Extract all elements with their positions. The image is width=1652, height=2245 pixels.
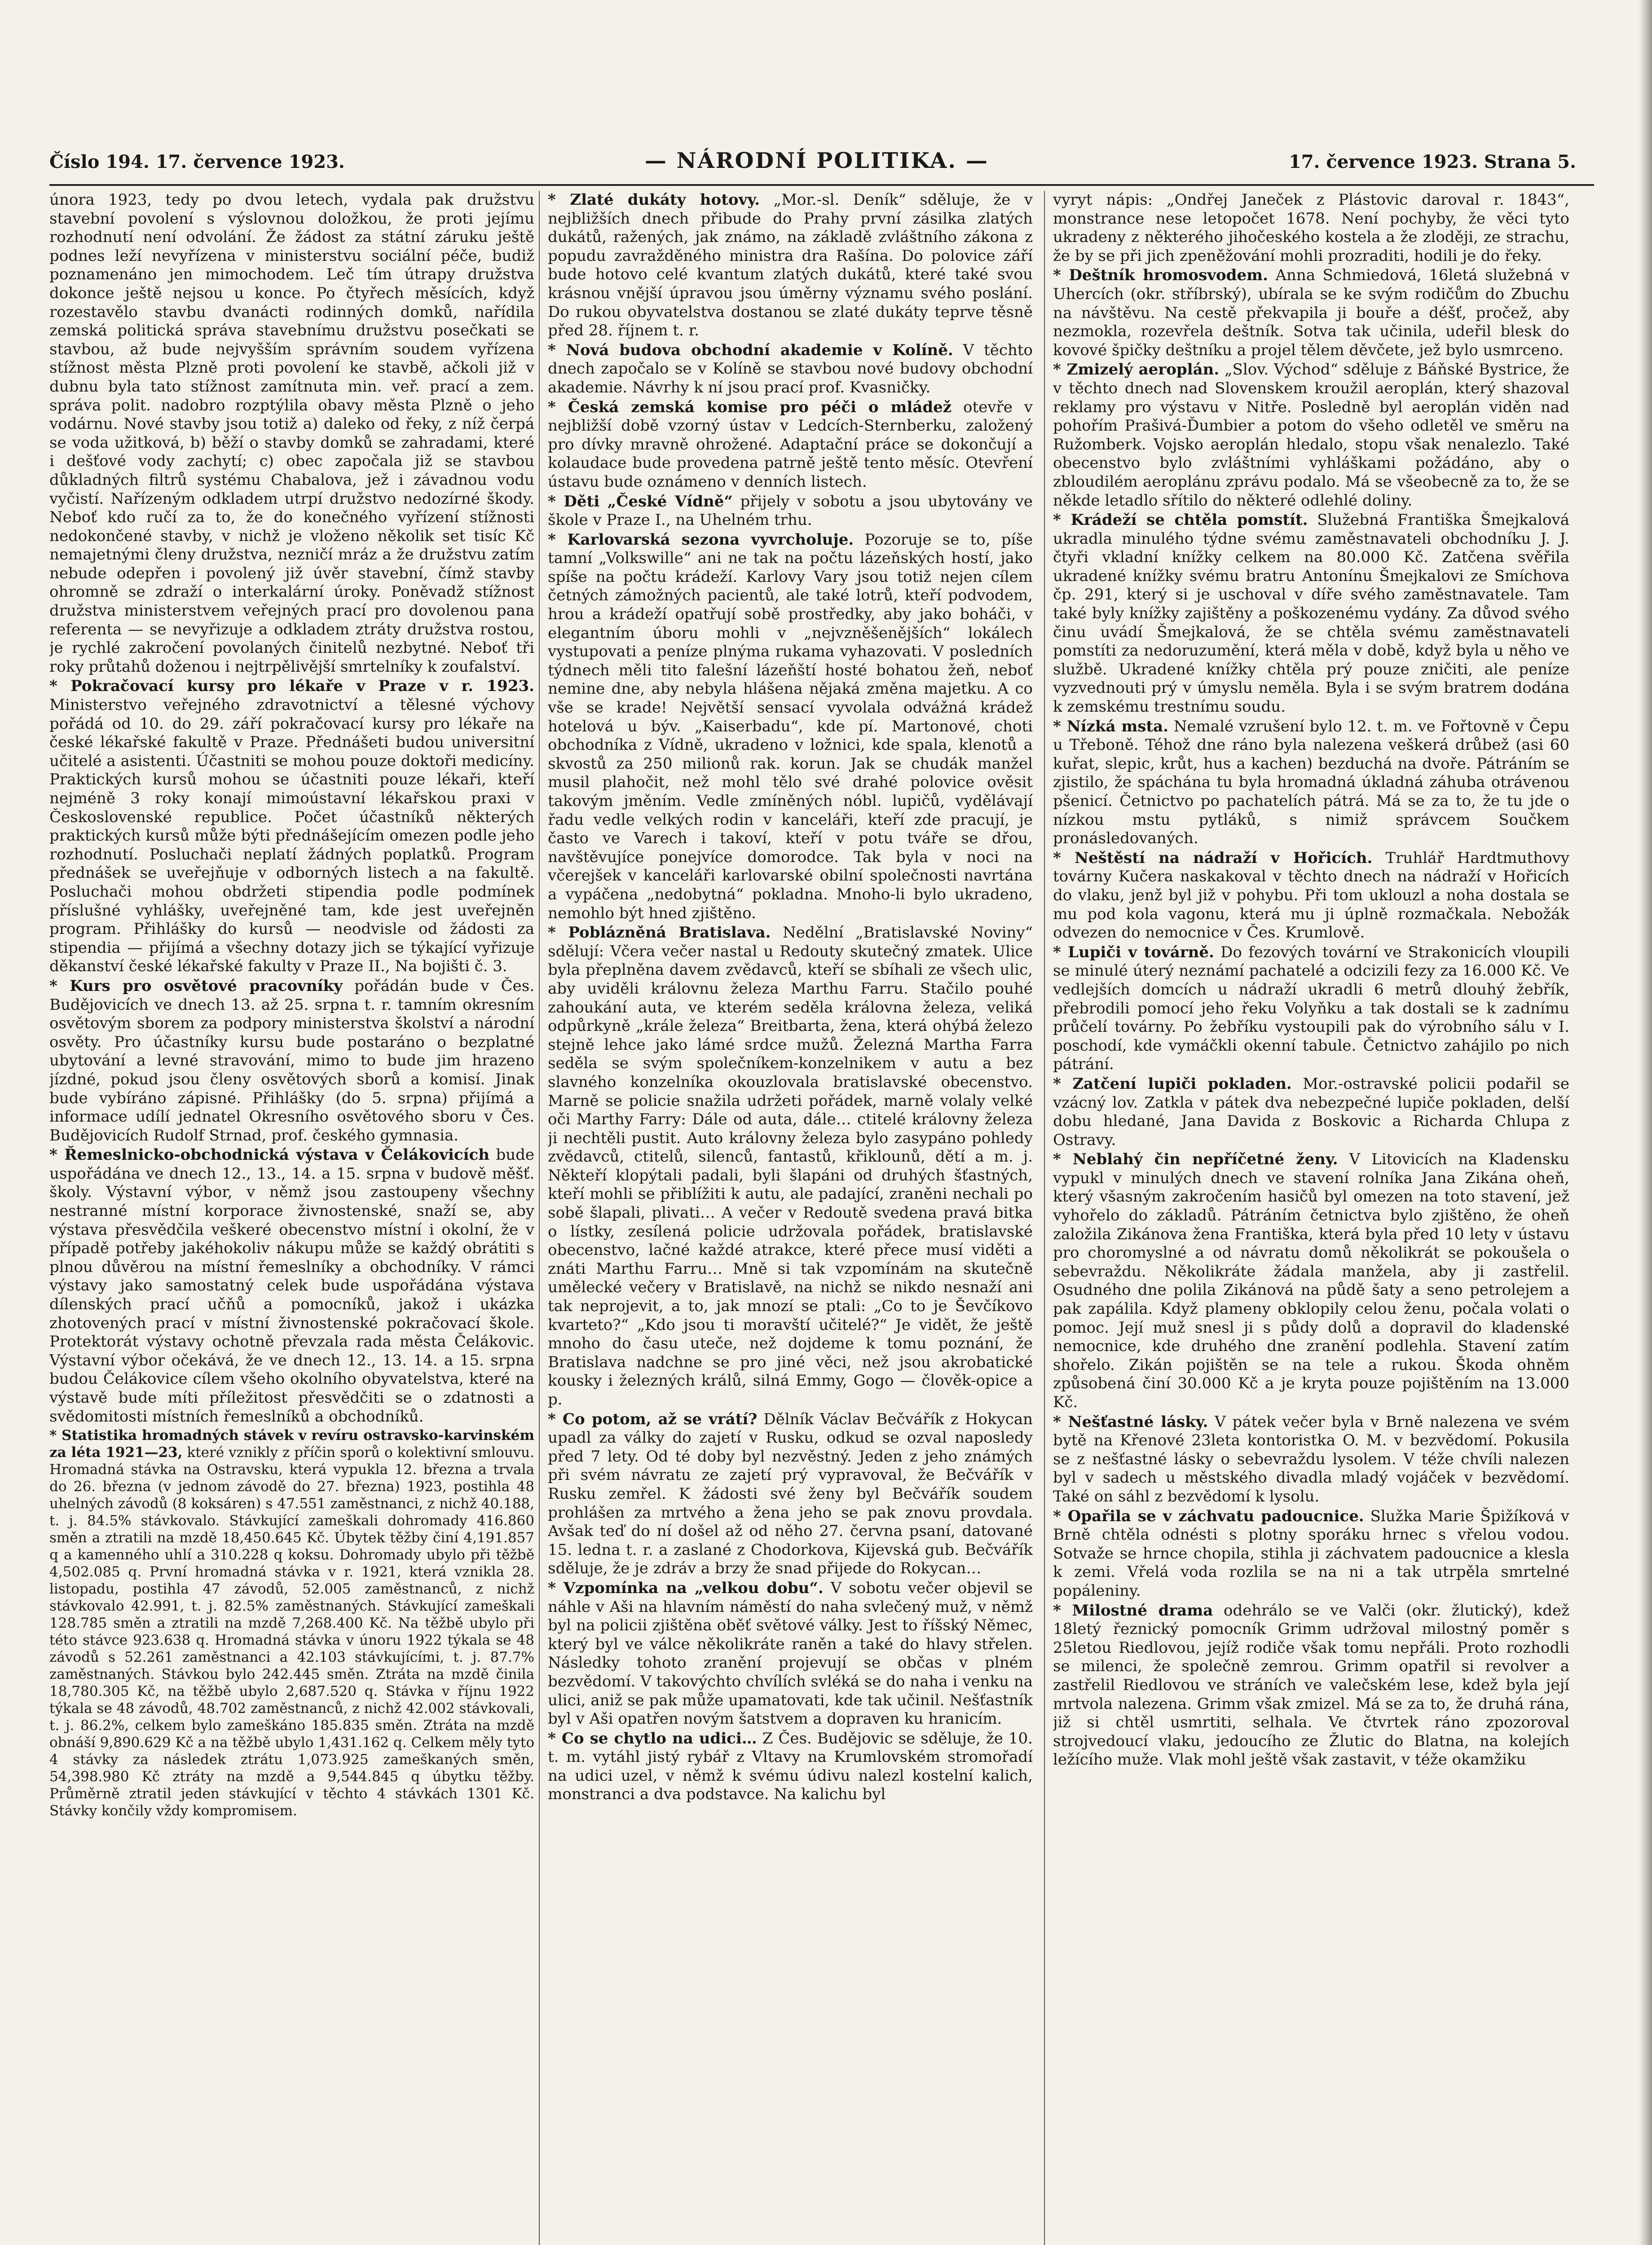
news-item [49, 977, 534, 1145]
news-body: V těchto dnech započalo se v Kolíně se stavbou nové budovy obchodní akademie. Návrhy k ní jsou prací prof. Kvasničky. [548, 341, 1033, 396]
news-headline: * Nešťastné lásky. [1053, 1413, 1208, 1431]
news-item [49, 191, 534, 676]
news-item [1053, 266, 1569, 360]
news-body: „Slov. Východ“ sděluje z Báňské Bystrice, že v těchto dnech nad Slovenskem kroužil aeroplán, který shazoval reklamy pro výstavu v Nitře. Posledně byl aeroplán viděn nad pohořím Prašivá-Ďumbier a potom do všeho odletěl ve směru na Ružomberk. Vojsko aeroplán hledalo, stopu však nenalezlo. Také obecenstvo bylo zvláštními vyhláškami požádáno, aby o zbloudilém aeroplánu zprávu podalo. Má se všeobecně za to, že se někde letadlo sřítilo do některé odlehlé doliny. [1053, 361, 1569, 510]
page-header [49, 148, 1576, 184]
news-body: Truhlář Hardtmuthovy továrny Kučera naskakoval v těchto dnech na nádraží v Hořicích do vlaku, jenž byl již v pohybu. Při tom uklouzl a noha dostala se mu pod kola vagonu, která mu ji úplně rozmačkala. Nebožák odvezen do nemocnice v Čes. Krumlově. [1053, 849, 1569, 942]
news-item [1053, 1075, 1569, 1149]
column-divider [539, 191, 540, 2245]
news-headline: * Opařila se v záchvatu padoucnice. [1053, 1507, 1364, 1525]
news-headline: * Vzpomínka na „velkou dobu“. [548, 1579, 824, 1597]
news-headline: * Zlaté dukáty hotovy. [548, 191, 760, 209]
news-item [548, 341, 1033, 397]
news-body: Ministerstvo veřejného zdravotnictví a tělesné výchovy pořádá od 10. do 29. září pokračovací kursy pro lékaře na české lékařské fakultě v Praze. Přednášeti budou universitní učitelé a asistenti. Účastniti se mohou pouze doktoři medicíny. Praktických kursů mohou se účastniti pouze lékaři, kteří nejméně 3 roky konají mimoústavní lékařskou praxi v Československé republice. Počet účastníků některých praktických kursů může býti přednášejícím omezen podle jeho rozhodnutí. Posluchači neplatí žádných poplatků. Program přednášek se uveřejňuje v odborných listech a na fakultě. Posluchači mohou obdržeti stipendia podle podmínek příslušné vyhlášky, uveřejněné tam, kde jest uveřejněn program. Přihlášky do kursů — neodvisle od žádosti za stipendia — přijímá a všechny dotazy jich se týkající vyřizuje děkanství české lékařské fakulty v Praze II., Na bojišti č. 3. [49, 696, 534, 976]
news-body: Nemalé vzrušení bylo 12. t. m. ve Fořtovně v Čepu u Třeboně. Téhož dne ráno byla nalezena veškerá drůbež (asi 60 kuřat, slepic, krůt, hus a kachen) bezduchá na dvoře. Pátráním se zjistilo, že spáchána tu byla hromadná úkladná záhuba otrávenou pšenicí. Četnictvo po pachatelích pátrá. Má se za to, že tu jde o nízkou mstu pytláků, s nimiž správcem Součkem pronásledovaných. [1053, 717, 1569, 848]
header-issue-date: Číslo 194. 17. července 1923. [49, 151, 345, 172]
news-body: „Mor.-sl. Deník“ sděluje, že v nejbližších dnech přibude do Prahy první zásilka zlatých dukátů, ražených, jak známo, na základě zvláštního zákona z popudu zavražděného ministra dra Rašína. Do polovice září bude hotovo celé kvantum zlatých dukátů, které také svou krásnou vnější úpravou jsou úměrny významu svého poslání. Do rukou obyvatelstva dostanou se zlaté dukáty teprve těsně před 28. říjnem t. r. [548, 191, 1033, 340]
news-item [1053, 849, 1569, 942]
column-1 [49, 191, 534, 2245]
news-body: otevře v nejbližší době vzorný ústav v Ledcích-Sternberku, založený pro dívky mravně ohrožené. Adaptační práce se dokončují a kolaudace bude provedena patrně ještě tento měsíc. Otevření ústavu bude oznámeno v denních listech. [548, 398, 1033, 491]
news-body: pořádán bude v Čes. Budějovicích ve dnech 13. až 25. srpna t. r. tamním okresním osvětovým sborem za podpory ministerstva školství a národní osvěty. Pro účastníky kursu bude postaráno o bezplatné ubytování a levné stravování, mimo to bude jim hrazeno jízdné, pokud jsou členy osvětových sborů a komisí. Jinak bude vybíráno zápisné. Přihlášky (do 5. srpna) přijímá a informace udílí jednatel Okresního osvětového sboru v Čes. Budějovicích Rudolf Strnad, prof. českého gymnasia. [49, 977, 534, 1145]
news-headline: * Pokračovací kursy pro lékaře v Praze v r. 1923. [49, 677, 534, 696]
news-body: Do fezových tovární ve Strakonicích vloupili se minulé úterý neznámí pachatelé a odcizili fezy za 16.000 Kč. Ve vedlejších domcích u nádraží ukradli 6 metrů dlouhý žebřík, přebrodili pomocí jeho řeku Volyňku a tak dostali se k zadnímu průčelí továrny. Po žebříku vystoupili pak do výrobního sálu v I. poschodí, kde vymáčkli okenní tabule. Četnictvo zahájilo po nich pátrání. [1053, 943, 1569, 1074]
news-item [548, 1579, 1033, 1729]
news-headline: * Řemeslnicko-obchodnická výstava v Čelákovicích [49, 1146, 489, 1164]
news-headline: * Poblázněná Bratislava. [548, 924, 771, 942]
news-headline: * Zatčení lupiči pokladen. [1053, 1074, 1292, 1093]
news-headline: * Kurs pro osvětové pracovníky [49, 977, 343, 995]
news-headline: * Co potom, až se vrátí? [548, 1410, 758, 1428]
header-rule [49, 184, 1594, 186]
news-headline: * Co se chytlo na udici… [548, 1729, 757, 1748]
news-item [1053, 191, 1569, 265]
news-headline: * Neštěstí na nádraží v Hořicích. [1053, 849, 1373, 867]
news-item [1053, 943, 1569, 1074]
news-body: února 1923, tedy po dvou letech, vydala pak družstvu stavební povolení s výslovnou doložkou, že proti jejímu rozhodnutí není odvolání. Že žádost za státní záruku ještě podnes leží nevyřízena v ministerstvu sociální péče, budiž poznamenáno jen mimochodem. Leč tím útrapy družstva dokonce ještě nejsou u konce. Po čtyřech měsících, když rozestavělo stavbu dvanácti rodinných domků, nařídila zemská politická správa stavebnímu družstvu posečkati se stavbou, až bude nejvyšším správním soudem vyřízena stížnost města Plzně proti povolení ke stavbě, ačkoli již v dubnu byla tato stížnost zamítnuta min. veř. prací a zem. správa polit. nadobro rozptýlila obavy města Plzně o jeho vodárnu. Nové stavby jsou totiž a) daleko od řeky, z níž čerpá se voda užitková, b) běží o stavby domků se zahradami, které i dešťové vody zachytí; c) obec započala již se stavbou důkladných filtrů systému Chabalova, jež i závadnou vodu vyčistí. Nařízeným odkladem utrpí družstvo nedozírné škody. Neboť kdo ručí za to, že do konečného vyřízení stížnosti nedokončené stavby, v nichž je vloženo několik set tisíc Kč nemajetnými členy družstva, nezničí mráz a že družstvu zatím nebude odepřen i povolený již úvěr stavební, čímž stavby ohromně se zdraží o interkalární úroky. Poněvadž stížnost družstva ministerstvem veřejných prací pro dovolenou pana referenta — se nevyřizuje a odkladem ztráty družstva rostou, je rychlé zakročení povolaných činitelů nezbytné. Neboť tři roky průtahů doženou i nejtrpělivější smrtelníky k zoufalství. [49, 191, 534, 676]
scan-edge [1639, 0, 1652, 2245]
news-headline: * Neblahý čin nepříčetné ženy. [1053, 1150, 1338, 1169]
news-item [1053, 1413, 1569, 1506]
news-item [548, 191, 1033, 340]
news-body: Anna Schmiedová, 16letá služebná v Uhercích (okr. stříbrský), ubírala se ke svým rodičům do Zbuchu na návštěvu. Na cestě překvapila ji bouře a déšť, pročež, aby nezmokla, rozevřela deštník. Sotva tak učinila, udeřil blesk do kovové špičky deštníku a projel tělem děvčete, jež bylo usmrceno. [1053, 266, 1569, 359]
news-item [1053, 718, 1569, 848]
news-body: V sobotu večer objevil se náhle v Aši na hlavním náměstí do naha svlečený muž, v němž byl na policii zjištěna oběť světové války. Jest to říšský Němec, který byl ve válce několikráte raněn a také do hlavy střelen. Následky tohoto zranění projevují se občas v plném bezvědomí. V takovýchto chvílích svléká se do naha i venku na ulici, aniž se pak může upamatovati, kde tak učinil. Nešťastník byl v Aši opatřen novým šatstvem a dopraven ku hranicím. [548, 1579, 1033, 1728]
news-body: Z Čes. Budějovic se sděluje, že 10. t. m. vytáhl jistý rybář z Vltavy na Krumlovském stromořadí na udici uzel, v němž k svému údivu nalezl kostelní kalich, monstranci a dva podstavce. Na kalichu byl [548, 1729, 1033, 1804]
news-headline: * Lupiči v továrně. [1053, 943, 1214, 961]
news-headline: * Milostné drama [1053, 1601, 1213, 1620]
news-item [1053, 361, 1569, 510]
news-item [548, 924, 1033, 1409]
news-body: přijely v sobotu a jsou ubytovány ve škole v Praze I., na Uhelném trhu. [548, 492, 1033, 529]
news-item [548, 531, 1033, 923]
news-body: odehrálo se ve Valči (okr. žlutický), kdež 18letý řeznický pomocník Grimm udržoval milostný poměr s 25letou Riedlovou, jejíž rodiče však tomu nepřáli. Proto rozhodli se milenci, že společně zemrou. Grimm opatřil si revolver a zastřelil Riedlovou ve stráních ve valečském lese, kdež byla její mrtvola nalezena. Grimm však zmizel. Má se za to, že druhá rána, již si chtěl usmrtiti, selhala. Ve čtvrtek ráno zpozoroval strojvedoucí vlaku, jedoucího ze Žlutic do Blatna, na kolejích ležícího muže. Vlak mohl ještě však zastavit, v téže okamžiku [1053, 1601, 1569, 1769]
news-headline: * Zmizelý aeroplán. [1053, 361, 1220, 379]
news-item [1053, 511, 1569, 717]
news-body: které vznikly z příčin sporů o kolektivní smlouvu. Hromadná stávka na Ostravsku, která vypukla 12. března a trvala do 26. března (v jednom závodě do 27. března) 1923, postihla 48 uhelných závodů (8 koksáren) s 47.551 zaměstnanci, z nichž 40.188, t. j. 84.5% stávkovalo. Stávkující zameškali dohromady 416.860 směn a ztratili na mzdě 18,450.645 Kč. Úbytek těžby činí 4,191.857 q a kamenného uhlí a 310.228 q koksu. Dohromady ubylo při těžbě 4,502.085 q. První hromadná stávka v r. 1921, která vznikla 28. listopadu, postihla 47 závodů, 52.005 zaměstnanců, z nichž stávkovalo 42.991, t. j. 82.5% zaměstnaných. Stávkující zameškali 128.785 směn a ztratili na mzdě 7,268.400 Kč. Na těžbě ubylo při této stávce 923.638 q. Hromadná stávka v únoru 1922 týkala se 48 závodů s 52.261 zaměstnanci a 42.103 stávkujícími, t. j. 87.7% zaměstnaných. Stávkou bylo 242.445 směn. Ztráta na mzdě činila 18,780.305 Kč, na těžbě ubylo 2,687.520 q. Stávka v říjnu 1922 týkala se 48 závodů, 48.702 zaměstnanců, z nichž 42.002 stávkovali, t. j. 86.2%, celkem bylo zameškáno 185.835 směn. Ztráta na mzdě obnáší 9,890.629 Kč a na těžbě ubylo 1,431.162 q. Celkem měly tyto 4 stávky za následek ztrátu 1,073.925 zameškaných směn, 54,398.980 Kč ztráty na mzdě a 9,544.845 q úbytku těžby. Průměrně ztratil jeden stávkující v těchto 4 stávkách 1301 Kč. Stávky končily vždy kompromisem. [49, 1444, 534, 1819]
news-body: Dělník Václav Bečvářík z Hokycan upadl za války do zajetí v Rusku, odkud se ozval naposledy před 7 lety. Od té doby byl nezvěstný. Jeden z jeho známých při svém návratu ze zajetí prý vypravoval, že Bečvářík v Rusku zemřel. K žádosti své ženy byl Bečvářík soudem prohlášen za mrtvého a žena jeho se pak znovu provdala. Avšak teď do ní došel až od něho 27. června psaní, datované 15. ledna t. r. a zaslané z Chodorkova, Kijevská gub. Bečvářík sděluje, že je zdráv a brzy že snad přijede do Rokycan… [548, 1410, 1033, 1578]
news-item [548, 1730, 1033, 1804]
news-item [1053, 1602, 1569, 1770]
news-item [49, 1427, 534, 1819]
news-headline: * Statistika hromadných stávek v revíru ostravsko-karvinském za léta 1921—23, [49, 1427, 534, 1461]
news-item [49, 1146, 534, 1426]
news-body: Nedělní „Bratislavské Noviny“ sdělují: Včera večer nastal u Redouty skutečný zmatek. Ulice byla přeplněna davem zvědavců, kteří se sbíhali ze všech ulic, aby uviděli královnu železa Marthu Farru. Stačilo pouhé zahoukání auta, ve kterém seděla královna železa, veliká odpůrkyně „krále železa“ Breitbarta, žena, která ohýbá železo stejně lehce jako lámé srdce mužů. Železná Martha Farra seděla se svým společníkem-konzelnikem v autu a bez slavného konzelníka okouzlovala bratislavské obecenstvo. Marně se policie snažila udržeti pořádek, marně volaly velké oči Marthy Farry: Dále od auta, dále… ctitelé královny železa ji nechtěli pustit. Auto královny železa bylo zasypáno pohledy zvědavců, ctitelů, silenců, fantastů, křiklounů, dětí a m. j. Někteří klopýtali padali, byli šlapáni od druhých šťastných, kteří mohli se přiblížiti k autu, ale padající, zraněni nechali po sobě šlapali, plivati… A večer v Redoutě svedena pravá bitka o lístky, zesílená policie udržovala pořádek, bratislavské obecenstvo, lačné každé atrakce, které přece musí viděti a znáti Marthu Farru… Mně si tak vzpomínám na skutečně umělecké večery v Bratislavě, na nichž se nikdo nesnaží ani tak neprojevit, a to, jak mnozí se ptali: „Co to je Ševčíkovo kvarteto?“ „Kdo jsou ti moravští učitelé?“ Je vidět, že ještě mnoho do času uteče, než dojdeme k tomu poznání, že Bratislava nadchne se pro jiné věci, než jsou akrobatické kousky i železných králů, silná Emmy, Gogo — člověk-opice a p. [548, 924, 1033, 1409]
news-body: Služebná Františka Šmejkalová ukradla minulého týdne svému zaměstnavateli obchodníku J. J. čtyři vkladní knížky celkem na 80.000 Kč. Zatčena svěřila ukradené knížky svému bratru Antonínu Šmejkalovi ze Smíchova čp. 291, který si je uschoval v díře svého zaměstnavatele. Tam také byly knížky zajištěny a poškozenému vydány. Za důvod svého činu uvádí Šmejkalová, že se chtěla svému zaměstnavateli pomstíti za nedoruzumění, která měla v době, když byla u něho ve službě. Ukradené knížky chtěla prý pouze zničiti, ale peníze vyzvednouti prý v úmyslu neměla. Byla i se svým bratrem dodána k zemskému trestnímu soudu. [1053, 511, 1569, 716]
news-headline: * Krádeží se chtěla pomstít. [1053, 511, 1308, 529]
news-item [548, 1410, 1033, 1578]
news-headline: * Deštník hromosvodem. [1053, 266, 1268, 285]
news-headline: * Česká zemská komise pro péči o mládež [548, 398, 952, 416]
column-2 [548, 191, 1033, 2245]
news-item [1053, 1507, 1569, 1601]
news-item [49, 677, 534, 976]
news-headline: * Karlovarská sezona vyvrcholuje. [548, 530, 854, 549]
news-body: V Litovicích na Kladensku vypukl v minulých dnech ve stavení rolníka Jana Zikána oheň, který všasným zakročením hasičů byl omezen na toto stavení, jež vyhořelo do základů. Pátráním četnictva bylo zjištěno, že oheň založila Zikánova žena Františka, která byla před 10 lety v ústavu pro choromyslné a od návratu domů několikrát se pokoušela o sebevraždu. Několikráte žádala manžela, aby ji zastřelil. Osudného dne polila Zikánová na půdě šaty a seno petrolejem a pak zapálila. Když plameny obklopily celou ženu, počala volati o pomoc. Její muž snesl ji s půdy dolů a dopravil do kladenské nemocnice, kde druhého dne zranění podlehla. Stavení zatím shořelo. Zikán pojištěn se na tele a rukou. Škoda ohněm způsobená činí 30.000 Kč a je kryta pouze pojištěním na 13.000 Kč. [1053, 1150, 1569, 1411]
news-item [548, 493, 1033, 530]
news-body: Mor.-ostravské policii podařil se vzácný lov. Zatkla v pátek dva nebezpečné lupiče pokladen, delší dobu hledané, Jana Davida z Boskovic a Richarda Chlupa z Ostravy. [1053, 1074, 1569, 1149]
column-3 [1053, 191, 1569, 2245]
header-page-number: 17. července 1923. Strana 5. [1288, 151, 1576, 172]
news-headline: * Nízká msta. [1053, 717, 1169, 735]
news-body: Služka Marie Špižíková v Brně chtěla odnésti s plotny sporáku hrnec s vřelou vodou. Sotvaže se hrnce chopila, stihla ji záchvatem padoucnice a klesla k zemi. Vřelá voda rozlila se na ni a tak utrpěla smrtelné popáleniny. [1053, 1507, 1569, 1600]
news-headline: * Děti „České Vídně“ [548, 492, 733, 511]
news-body: bude uspořádána ve dnech 12., 13., 14. a 15. srpna v budově měšť. školy. Výstavní výbor, v němž jsou zastoupeny všechny nestranné místní korporace živnostenské, snaží se, aby výstava přesvědčila veškeré obecenstvo místní i okolní, že v případě potřeby jakéhokoliv nákupu může se každý obrátiti s plnou důvěrou na místní řemeslníky a obchodníky. V rámci výstavy jako samostatný celek bude uspořádána výstava dílenských prací učňů a pomocníků, jakož i ukázka zhotovených prací v místní živnostenské pokračovací škole. Protektorát výstavy ochotně převzala rada města Čelákovic. Výstavní výbor očekává, že ve dnech 12., 13. 14. a 15. srpna budou Čelákovice cílem všeho okolního obyvatelstva, které na výstavě bude míti příležitost přesvědčiti se o zdatnosti a svědomitosti místních řemeslníků a obchodníků. [49, 1146, 534, 1426]
news-body: V pátek večer byla v Brně nalezena ve svém bytě na Křenové 23leta kontoristka O. M. v bezvědomí. Pokusila se z nešťastné lásky o sebevraždu lysolem. V téže chvíli nalezen byl v sadech u městského divadla mladý vojáček v bezvědomí. Také on sáhl z bezvědomí k lysolu. [1053, 1413, 1569, 1505]
newspaper-title: — NÁRODNÍ POLITIKA. — [644, 148, 989, 173]
news-body: vyryt nápis: „Ondřej Janeček z Plástovic daroval r. 1843“, monstrance nese letopočet 1678. Není pochyby, že věci tyto ukradeny z některého jihočeského kostela a že zloději, ze strachu, že by se při jich zpeněžování mohli prozraditi, hodili je do řeky. [1053, 191, 1569, 265]
news-item [1053, 1150, 1569, 1412]
news-body: Pozoruje se to, píše tamní „Volkswille“ ani ne tak na počtu lázeňských hostí, jako spíše na počtu krádeží. Karlovy Vary jsou totiž nejen cílem četných zámožných pacientů, ale také lotrů, kteří podvodem, hrou a krádeží opatřují sobě prostředky, aby jako boháči, v elegantním úboru mohli v „nejvzněšenějších“ lokálech vystupovati a peníze plnýma rukama vyhazovati. V posledních týdnech měli tito falešní lázeňští hosté bohatou žeň, neboť nemine dne, aby nebyla hlášena nějaká změna majetku. A co vše se krade! Největší sensací vyvolala odvážná krádež hotelová u býv. „Kaiserbadu“, kde pí. Martonové, choti obchodníka z Vídně, ukradeno v ložnici, kde spala, klenotů a skvostů za 250 milionů rak. korun. Jak se chudák manžel musil plahočit, než mohl tělo své drahé polovice ověsit takovým jměním. Vedle zmíněných nóbl. lupičů, vydělávají řadu vedle velkých rodin v kanceláři, kteří zde pracují, je často ve Varech i takoví, kteří v potu tváře se dřou, navštěvujíce ponejvíce domorodce. Tak byla v noci na včerejšek v kanceláři karlovarské obilní společnosti navrtána a vypáčena „nedobytná“ pokladna. Mnoho-li bylo ukradeno, nemohlo být hned zjištěno. [548, 530, 1033, 922]
news-headline: * Nová budova obchodní akademie v Kolíně. [548, 341, 953, 359]
news-item [548, 398, 1033, 492]
column-divider [1044, 191, 1045, 2245]
